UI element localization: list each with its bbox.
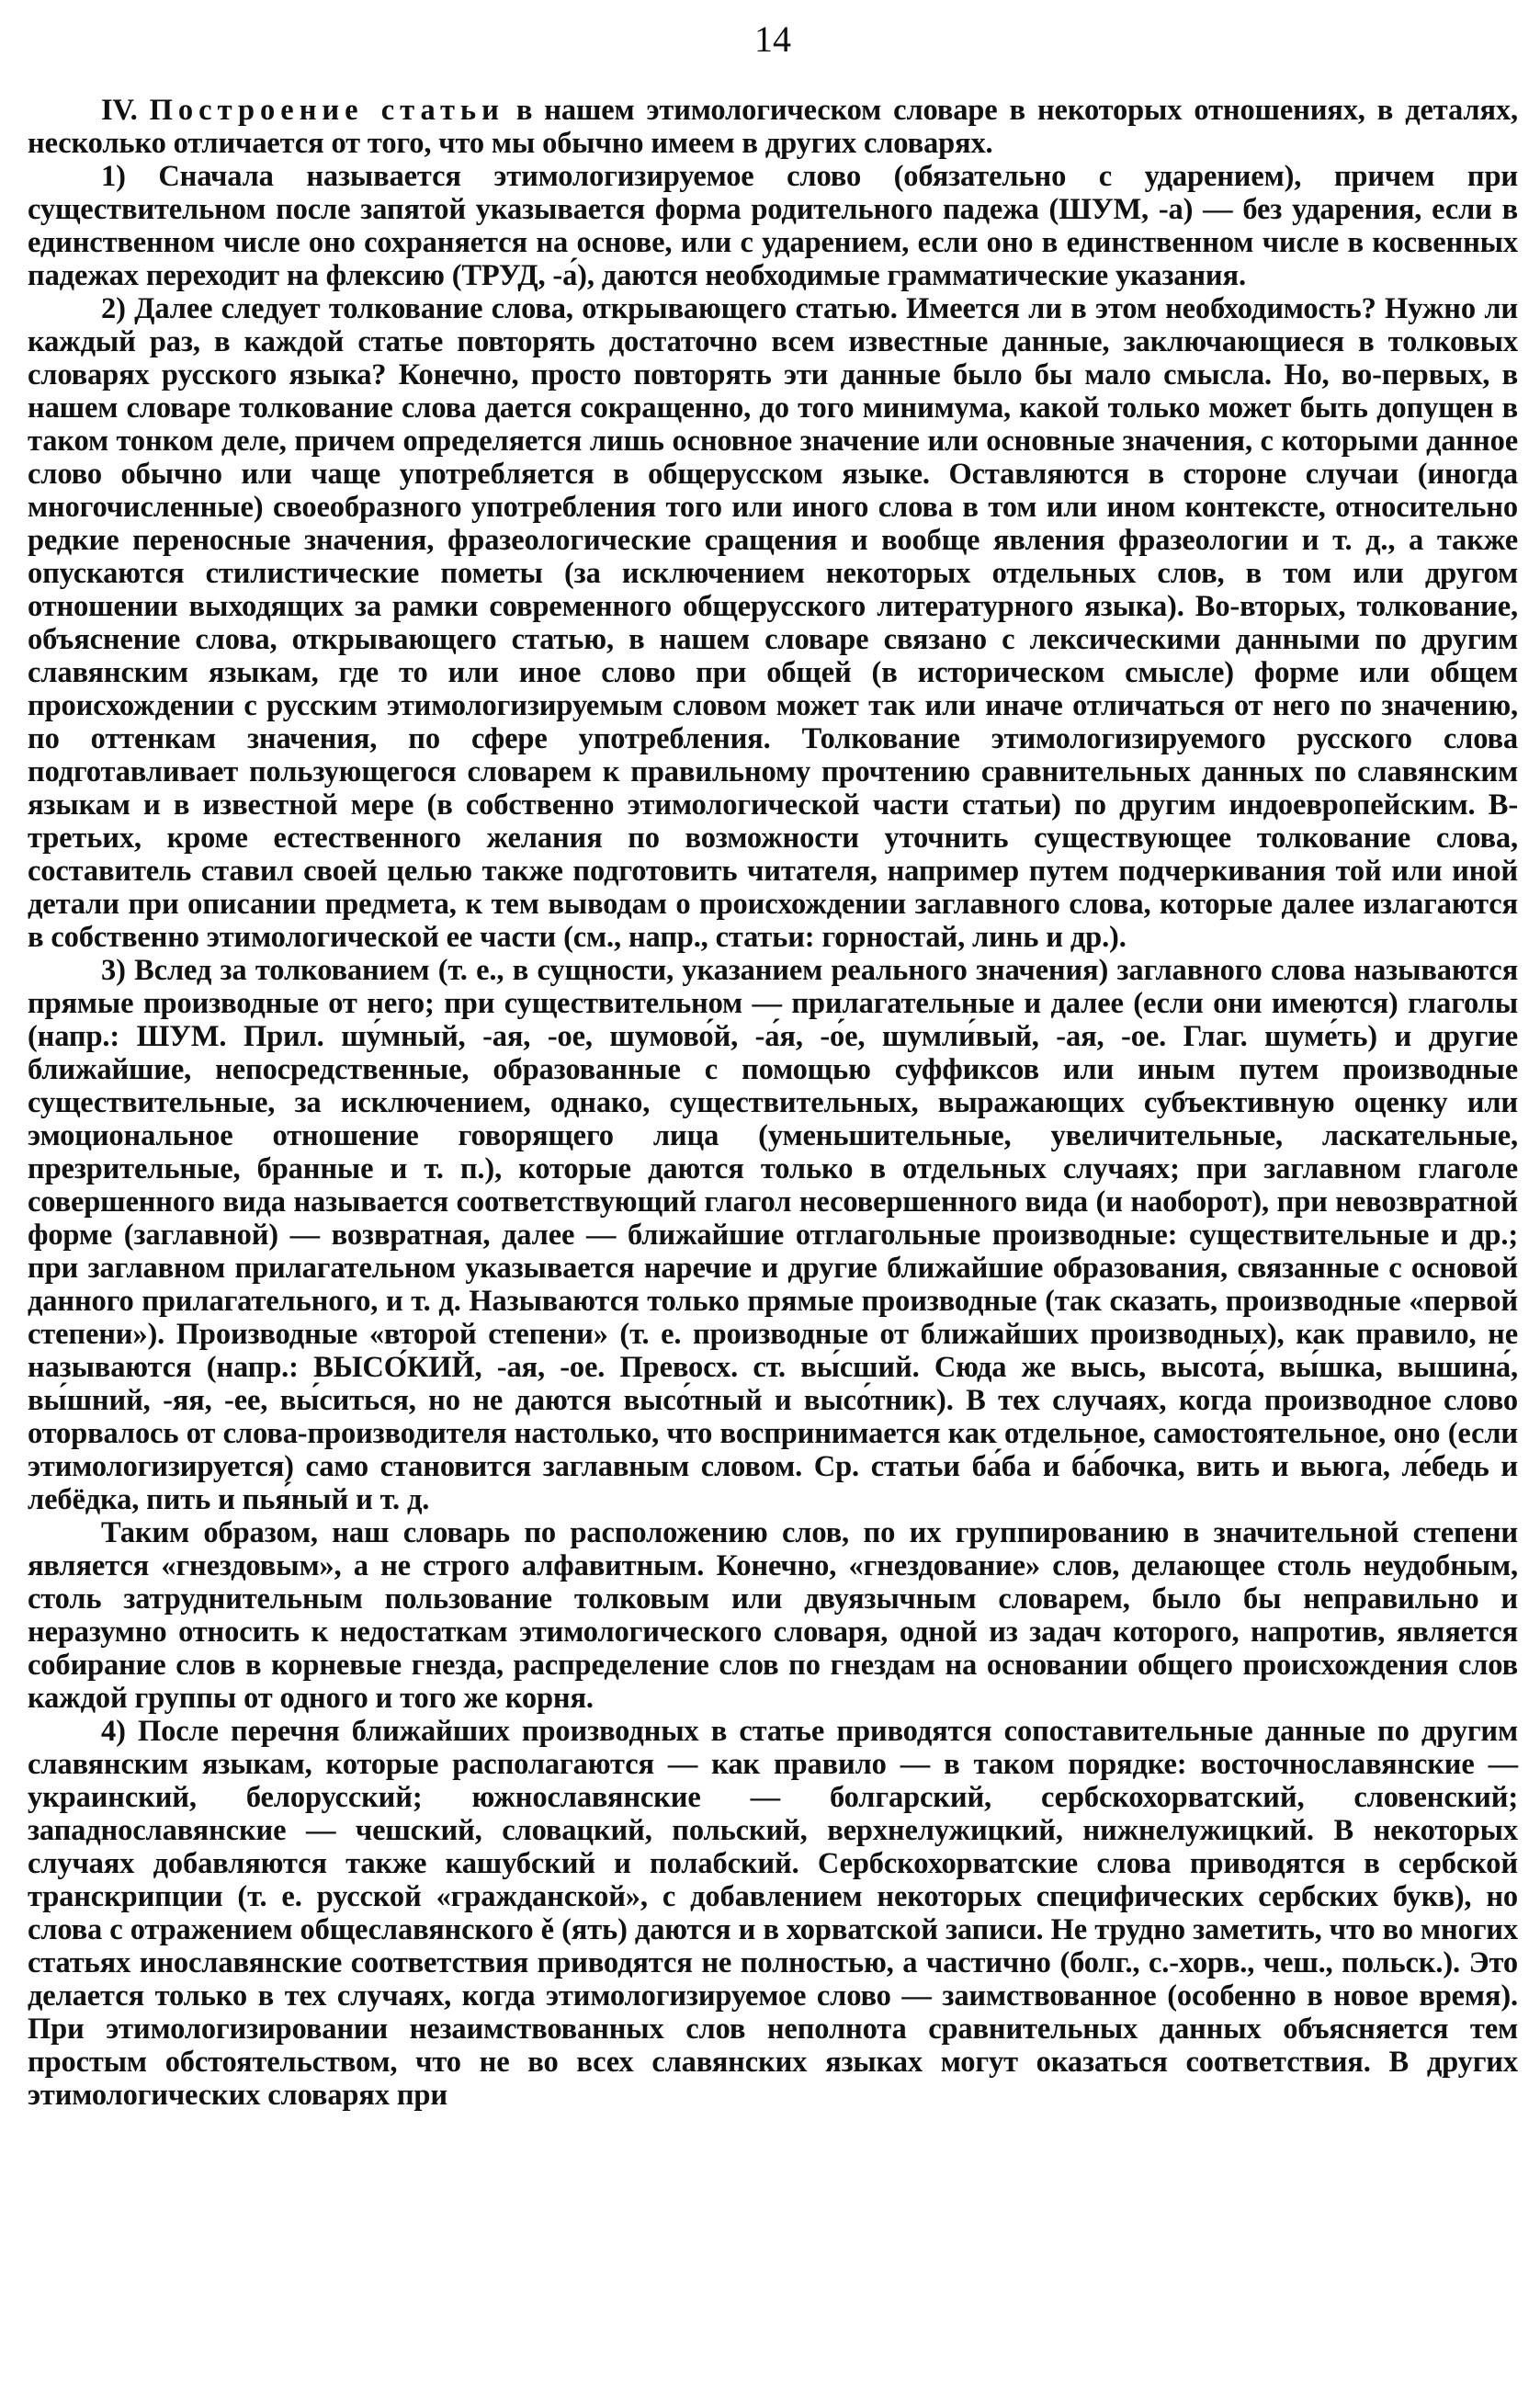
paragraph-headword: 1) Сначала называется этимологизируемое слово (обязательно с ударением), причем при существительном после запятой указывается форма родительного падежа (ШУМ, -а) — без ударения, если в единственном числе оно сохраняется на основе, или с ударением, если оно в единственном числе в косвенных падежах переходит на флексию (ТРУД, -а́), даются необходимые грамматические указания. [28, 160, 1518, 292]
section-iv-intro [28, 94, 1518, 160]
paragraph-slavic-comparisons: 4) После перечня ближайших производных в статье приводятся сопоставительные данные по другим славянским языкам, которые располагаются — как правило — в таком порядке: восточнославянские — украинский, белорусский; южнославянские — болгарский, сербскохорватский, словенский; западнославянские — чешский, словацкий, польский, верхнелужицкий, нижнелужицкий. В некоторых случаях добавляются также кашубский и полабский. Сербскохорватские слова приводятся в сербской транскрипции (т. е. русской «гражданской», с добавлением некоторых специфических сербских букв), но слова с отражением общеславянского ě (ять) даются и в хорватской записи. Не трудно заметить, что во многих статьях инославянские соответствия приводятся не полностью, а частично (болг., с.-хорв., чеш., польск.). Это делается только в тех случаях, когда этимологизируемое слово — заимствованное (особенно в новое время). При этимологизировании незаимствованных слов неполнота сравнительных данных объясняется тем простым обстоятельством, что не во всех славянских языках могут оказаться соответствия. В других этимологических словарях при [28, 1715, 1518, 2112]
paragraph-derivatives: 3) Вслед за толкованием (т. е., в сущности, указанием реального значения) заглавного слова называются прямые производные от него; при существительном — прилагательные и далее (если они имеются) глаголы (напр.: ШУМ. Прил. шу́мный, -ая, -ое, шумово́й, -а́я, -о́е, шумли́вый, -ая, -ое. Глаг. шуме́ть) и другие ближайшие, непосредственные, образованные с помощью суффиксов или иным путем производные существительные, за исключением, однако, существительных, выражающих субъективную оценку или эмоциональное отношение говорящего лица (уменьшительные, увеличительные, ласкательные, презрительные, бранные и т. п.), которые даются только в отдельных случаях; при заглавном глаголе совершенного вида называется соответствующий глагол несовершенного вида (и наоборот), при невозвратной форме (заглавной) — возвратная, далее — ближайшие отглагольные производные: существительные и др.; при заглавном прилагательном указывается наречие и другие ближайшие образования, связанные с основой данного прилагательного, и т. д. Называются только прямые производные (так сказать, производные «первой степени»). Производные «второй степени» (т. е. производные от ближайших производных), как правило, не называются (напр.: ВЫСО́КИЙ, -ая, -ое. Превосх. ст. вы́сший. Сюда же высь, высота́, вы́шка, вышина́, вы́шний, -яя, -ее, вы́ситься, но не даются высо́тный и высо́тник). В тех случаях, когда производное слово оторвалось от слова-производителя настолько, что воспринимается как отдельное, самостоятельное, оно (если этимологизируется) само становится заглавным словом. Ср. статьи ба́ба и ба́бочка, вить и вьюга, ле́бедь и лебёдка, пить и пья́ный и т. д. [28, 954, 1518, 1516]
section-intro-text: в нашем этимологическом словаре в некоторых отношениях, в деталях, несколько отличается от того, что мы обычно имеем в других словарях. [28, 94, 1518, 160]
section-number: IV. [101, 94, 150, 127]
paragraph-definition: 2) Далее следует толкование слова, открывающего статью. Имеется ли в этом необходимость? Нужно ли каждый раз, в каждой статье повторять достаточно всем известные данные, заключающиеся в толковых словарях русского языка? Конечно, просто повторять эти данные было бы мало смысла. Но, во-первых, в нашем словаре толкование слова дается сокращенно, до того минимума, какой только может быть допущен в таком тонком деле, причем определяется лишь основное значение или основные значения, с которыми данное слово обычно или чаще употребляется в общерусском языке. Оставляются в стороне случаи (иногда многочисленные) своеобразного употребления того или иного слова в том или ином контексте, относительно редкие переносные значения, фразеологические сращения и вообще явления фразеологии и т. д., а также опускаются стилистические пометы (за исключением некоторых отдельных слов, в том или другом отношении выходящих за рамки современного общерусского литературного языка). Во-вторых, толкование, объяснение слова, открывающего статью, в нашем словаре связано с лексическими данными по другим славянским языкам, где то или иное слово при общей (в историческом смысле) форме или общем происхождении с русским этимологизируемым словом может так или иначе отличаться от него по значению, по оттенкам значения, по сфере употребления. Толкование этимологизируемого русского слова подготавливает пользующегося словарем к правильному прочтению сравнительных данных по славянским языкам и в известной мере (в собственно этимологической части статьи) по другим индоевропейским. В-третьих, кроме естественного желания по возможности уточнить существующее толкование слова, составитель ставил своей целью также подготовить читателя, например путем подчеркивания той или иной детали при описании предмета, к тем выводам о происхождении заглавного слова, которые далее излагаются в собственно этимологической ее части (см., напр., статьи: горностай, линь и др.). [28, 292, 1518, 954]
section-heading: Построение статьи [149, 94, 504, 127]
page-number: 14 [754, 18, 791, 60]
paragraph-nesting: Таким образом, наш словарь по расположению слов, по их группированию в значительной степени является «гнездовым», а не строго алфавитным. Конечно, «гнездование» слов, делающее столь неудобным, столь затруднительным пользование толковым или двуязычным словарем, было бы неправильно и неразумно относить к недостаткам этимологического словаря, одной из задач которого, напротив, является собирание слов в корневые гнезда, распределение слов по гнездам на основании общего происхождения слов каждой группы от одного и того же корня. [28, 1516, 1518, 1715]
